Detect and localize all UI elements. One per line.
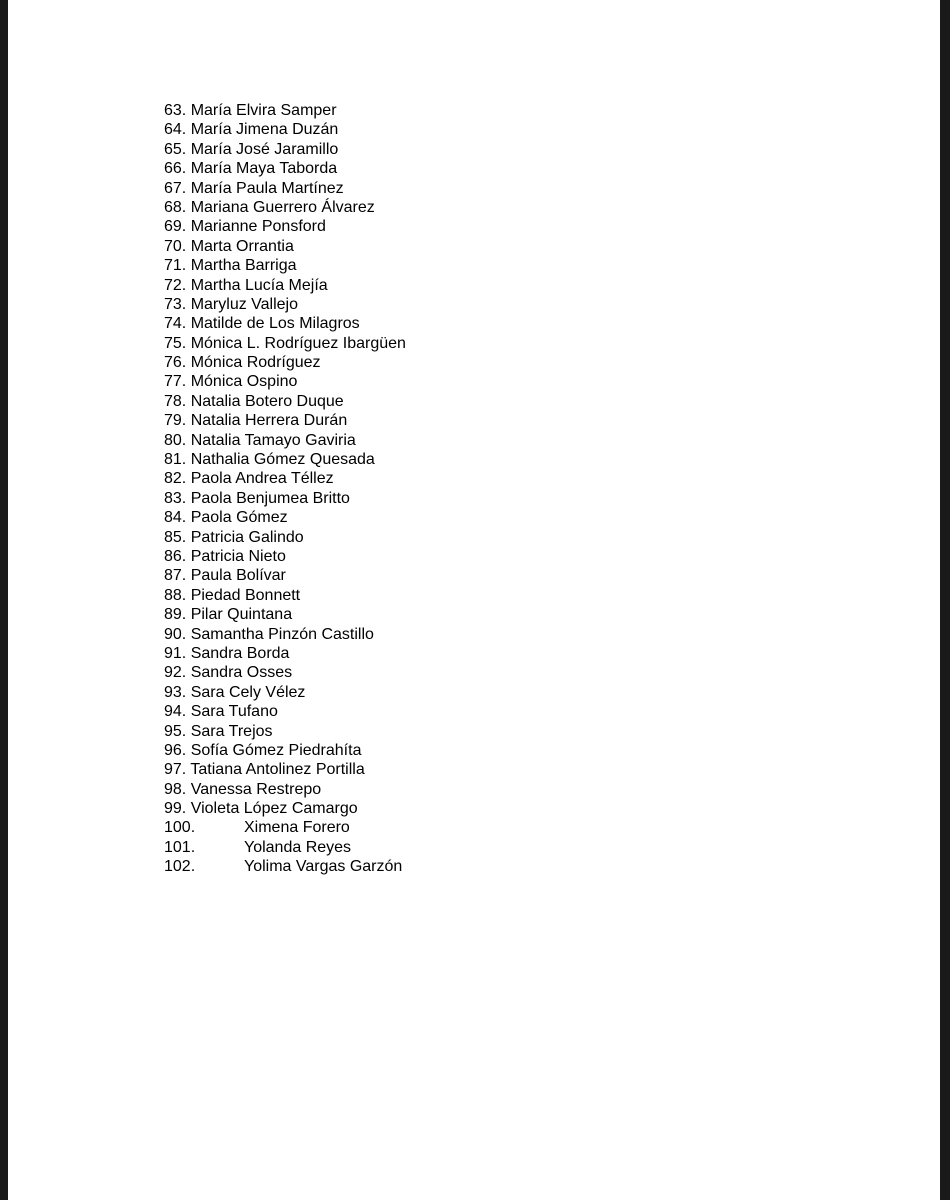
- item-name: Natalia Tamayo Gaviria: [190, 431, 356, 449]
- item-number: 65.: [164, 140, 187, 158]
- item-name: Tatiana Antolinez Portilla: [190, 761, 365, 779]
- list-item: [164, 120, 406, 139]
- item-number: 74.: [164, 315, 187, 333]
- item-number: 100.: [164, 819, 196, 837]
- item-number: 81.: [164, 451, 187, 469]
- item-name: María Jimena Duzán: [190, 121, 339, 139]
- item-number: 92.: [164, 664, 187, 682]
- list-item: [164, 489, 406, 508]
- item-name: Marta Orrantia: [190, 237, 294, 255]
- item-name: Sandra Osses: [190, 664, 293, 682]
- item-number: 64.: [164, 121, 187, 139]
- list-item: [164, 372, 406, 391]
- item-name: Mónica Rodríguez: [190, 354, 321, 372]
- list-item: [164, 198, 406, 217]
- item-name: Martha Barriga: [190, 257, 297, 275]
- item-number: 87.: [164, 567, 187, 585]
- list-item: [164, 314, 406, 333]
- item-name: Mónica L. Rodríguez Ibargüen: [190, 334, 406, 352]
- list-item: [164, 295, 406, 314]
- item-name: Sara Cely Vélez: [190, 683, 306, 701]
- item-number: 97.: [164, 761, 187, 779]
- list-item: [164, 644, 406, 663]
- list-item: [164, 508, 406, 527]
- list-item: [164, 101, 406, 120]
- item-name: Sara Trejos: [190, 722, 273, 740]
- item-name: Paola Benjumea Britto: [190, 489, 350, 507]
- list-item: [164, 741, 406, 760]
- names-list: [164, 101, 406, 877]
- item-name: María Paula Martínez: [190, 179, 344, 197]
- list-item: [164, 276, 406, 295]
- item-number: 96.: [164, 741, 187, 759]
- item-number: 91.: [164, 644, 187, 662]
- item-number: 83.: [164, 489, 187, 507]
- item-name: Maryluz Vallejo: [190, 295, 298, 313]
- item-number: 73.: [164, 295, 187, 313]
- list-item: [164, 838, 406, 857]
- item-number: 71.: [164, 257, 187, 275]
- item-number: 102.: [164, 858, 196, 876]
- item-name: Samantha Pinzón Castillo: [190, 625, 374, 643]
- list-item: [164, 334, 406, 353]
- item-name: Patricia Nieto: [190, 547, 286, 565]
- list-item: [164, 431, 406, 450]
- list-item: [164, 411, 406, 430]
- list-item: [164, 256, 406, 275]
- item-number: 86.: [164, 547, 187, 565]
- item-name: Piedad Bonnett: [190, 586, 301, 604]
- list-item: [164, 353, 406, 372]
- list-item: [164, 663, 406, 682]
- item-name: Patricia Galindo: [190, 528, 304, 546]
- list-item: [164, 760, 406, 779]
- item-name: Natalia Botero Duque: [190, 392, 344, 410]
- item-name: María Maya Taborda: [190, 160, 338, 178]
- list-item: [164, 818, 406, 837]
- list-item: [164, 857, 406, 876]
- list-item: [164, 566, 406, 585]
- item-name: Mariana Guerrero Álvarez: [190, 198, 375, 216]
- list-item: [164, 780, 406, 799]
- list-item: [164, 140, 406, 159]
- item-number: 85.: [164, 528, 187, 546]
- item-name: Marianne Ponsford: [190, 218, 326, 236]
- item-name: Paula Bolívar: [190, 567, 286, 585]
- item-name: Ximena Forero: [244, 819, 350, 837]
- list-item: [164, 586, 406, 605]
- item-number: 79.: [164, 412, 187, 430]
- list-item: [164, 799, 406, 818]
- item-name: Paola Andrea Téllez: [190, 470, 334, 488]
- item-number: 70.: [164, 237, 187, 255]
- item-name: Yolima Vargas Garzón: [244, 858, 403, 876]
- item-name: Paola Gómez: [190, 509, 288, 527]
- item-number: 77.: [164, 373, 187, 391]
- list-item: [164, 392, 406, 411]
- item-number: 88.: [164, 586, 187, 604]
- item-number: 101.: [164, 838, 196, 856]
- item-number: 99.: [164, 800, 187, 818]
- list-item: [164, 179, 406, 198]
- list-item: [164, 469, 406, 488]
- item-name: Sofía Gómez Piedrahíta: [190, 741, 362, 759]
- item-name: Pilar Quintana: [190, 606, 293, 624]
- item-number: 84.: [164, 509, 187, 527]
- item-number: 68.: [164, 198, 187, 216]
- item-name: Natalia Herrera Durán: [190, 412, 348, 430]
- item-number: 93.: [164, 683, 187, 701]
- item-number: 89.: [164, 606, 187, 624]
- item-number: 67.: [164, 179, 187, 197]
- item-number: 78.: [164, 392, 187, 410]
- item-name: María Elvira Samper: [190, 102, 337, 119]
- item-number: 95.: [164, 722, 187, 740]
- document-page: [8, 0, 940, 1200]
- list-item: [164, 702, 406, 721]
- item-number: 63.: [164, 102, 187, 119]
- list-item: [164, 722, 406, 741]
- item-number: 94.: [164, 703, 187, 721]
- item-number: 75.: [164, 334, 187, 352]
- list-item: [164, 683, 406, 702]
- list-item: [164, 547, 406, 566]
- item-name: Nathalia Gómez Quesada: [190, 451, 375, 469]
- list-item: [164, 159, 406, 178]
- list-item: [164, 237, 406, 256]
- item-name: Yolanda Reyes: [244, 838, 352, 856]
- item-name: Violeta López Camargo: [190, 800, 358, 818]
- item-number: 66.: [164, 160, 187, 178]
- item-number: 69.: [164, 218, 187, 236]
- list-item: [164, 605, 406, 624]
- list-item: [164, 528, 406, 547]
- item-number: 90.: [164, 625, 187, 643]
- item-name: Sara Tufano: [190, 703, 278, 721]
- item-number: 72.: [164, 276, 187, 294]
- item-number: 80.: [164, 431, 187, 449]
- item-number: 76.: [164, 354, 187, 372]
- item-name: Vanessa Restrepo: [190, 780, 322, 798]
- item-number: 98.: [164, 780, 187, 798]
- item-number: 82.: [164, 470, 187, 488]
- item-name: Matilde de Los Milagros: [190, 315, 360, 333]
- item-name: Martha Lucía Mejía: [190, 276, 328, 294]
- item-name: María José Jaramillo: [190, 140, 339, 158]
- item-name: Mónica Ospino: [190, 373, 298, 391]
- list-item: [164, 217, 406, 236]
- list-item: [164, 625, 406, 644]
- item-name: Sandra Borda: [190, 644, 290, 662]
- list-item: [164, 450, 406, 469]
